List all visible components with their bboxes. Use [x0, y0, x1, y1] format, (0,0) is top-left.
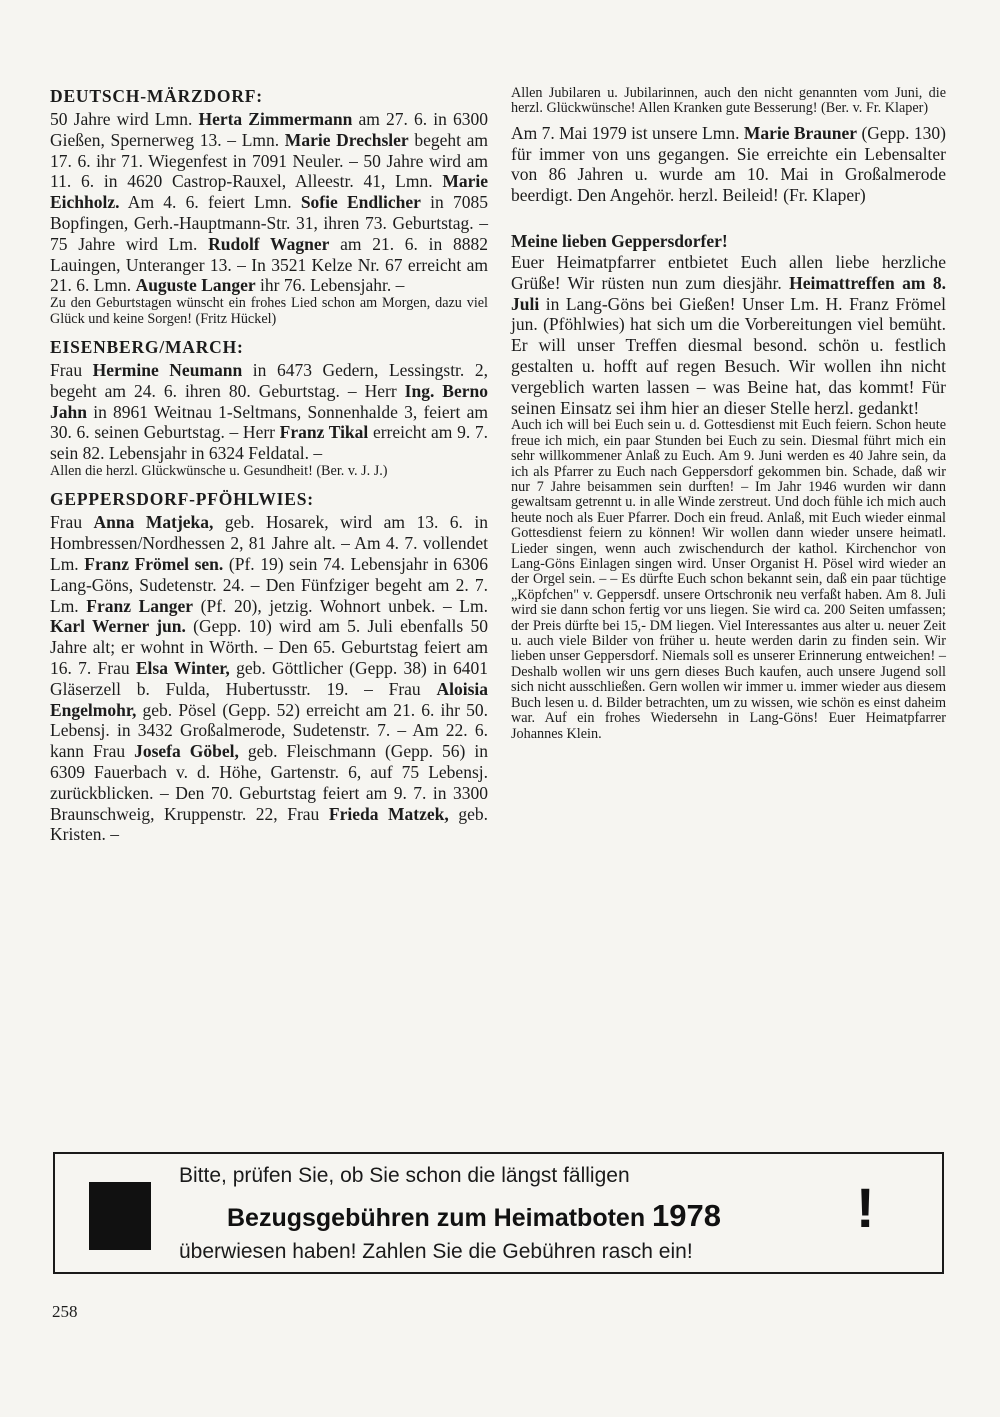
bold-name: Rudolf Wagner	[208, 233, 330, 254]
notice-line-3: überwiesen haben! Zahlen Sie die Gebühren rasch ein!	[179, 1240, 693, 1263]
notice-year: 1978	[652, 1198, 722, 1233]
bold-name: Heimattreffen am 8. Juli	[511, 272, 946, 314]
section-heading-deutsch-maerzdorf: DEUTSCH-MÄRZDORF:	[50, 86, 263, 106]
paragraph-jubilee-wishes: Allen Jubilaren u. Jubilarinnen, auch den nicht genannten vom Juni, die herzl. Glückwünsche! Allen Kranken gute Besserung! (Ber. v. Fr. Klaper)	[511, 85, 946, 117]
paragraph-eisenberg-birthdays: Frau Hermine Neumann in 6473 Gedern, Lessingstr. 2, begeht am 24. 6. ihren 80. Geburtstag. – Herr Ing. Berno Jahn in 8961 Weitnau 1-Seltmans, Sonnenhalde 3, feiert am 30. 6. seinen Geburtstag. – Herr Franz Tikal erreicht am 9. 7. sein 82. Lebensjahr in 6324 Feldatal. –	[50, 359, 488, 464]
bold-name: Elsa Winter,	[135, 657, 230, 678]
bold-name: Marie Brauner	[743, 122, 858, 143]
notice-line-2-text: Bezugsgebühren zum Heimatboten	[227, 1204, 646, 1232]
bold-name: Auguste Langer	[135, 275, 256, 296]
section-heading-geppersdorf-pfoehlwies: GEPPERSDORF-PFÖHLWIES:	[50, 489, 314, 510]
notice-line-2	[227, 1198, 721, 1234]
section-heading-eisenberg-march: EISENBERG/MARCH:	[50, 336, 244, 357]
bold-name: Marie Eichholz.	[50, 171, 488, 213]
bold-name: Karl Werner jun.	[50, 616, 186, 637]
bold-name: Aloisia Engelmohr,	[50, 678, 488, 720]
paragraph-letter-body: Auch ich will bei Euch sein u. d. Gottesdienst mit Euch feiern. Schon heute freue ich mich, ein paar Stunden bei Euch zu sein. Diesmal führt mich ein sehr willkommener Anlaß zu Euch. Am 9. Juni werden es 40 Jahre sein, da ich als Pfarrer zu Euch nach Geppersdorf gekommen bin. Schade, daß wir nur 7 Jahre beisammen sein durften! – Im Jahr 1946 wurden wir dann gewaltsam getrennt u. in alle Winde zerstreut. Und doch fühle ich mich auch heute noch als Euer Pfarrer. Doch ein freud. Anlaß, mit Euch wieder einmal Gottesdienst feiern zu können! Wir wollen dann wieder unsere heimatl. Lieder singen, wenn auch zwischendurch der kathol. Kirchenchor von Lang-Göns Einlagen singen wird. Unser Organist H. Pösel wird wieder an der Orgel sein. – – Es dürfte Euch schon bekannt sein, daß ein paar tüchtige „Köpfchen" v. Geppersdf. unsere Ortschronik neu verfaßt haben. Am 8. Juli wird sie dann schon fertig vor uns liegen. Sie wird ca. 200 Seiten umfassen; der Preis dürfte bei 15,- DM liegen. Viel Interessantes aus alter u. neuer Zeit u. auch viele Bilder von früher u. heute werden darin zu finden sein. Wir lieben unser Geppersdorf. Niemals soll es unserer Erinnerung entweichen! – Deshalb wollen wir uns gern dieses Buch kaufen, auch unsere Jugend soll sich nicht ausschließen. Gern wollen wir immer u. immer wieder aus diesem Buch lesen u. d. Bilder betrachten, um zu wissen, wie schön es einst daheim war. Auf ein frohes Wiedersehn in Lang-Göns! Euer Heimatpfarrer Johannes Klein.	[511, 417, 946, 742]
right-column	[511, 86, 946, 742]
bold-name: Sofie Endlicher	[300, 192, 421, 213]
paragraph-eisenberg-wishes: Allen die herzl. Glückwünsche u. Gesundheit! (Ber. v. J. J.)	[50, 462, 388, 479]
black-square-icon	[89, 1182, 151, 1250]
paragraph-obituary: Am 7. Mai 1979 ist unsere Lmn. Marie Brauner (Gepp. 130) für immer von uns gegangen. Sie erreichte ein Lebensalter von 86 Jahren u. wurde am 10. Mai in Großalmerode beerdigt. Den Angehör. herzl. Beileid! (Fr. Klaper)	[511, 122, 946, 206]
letter-title: Meine lieben Geppersdorfer!	[511, 231, 728, 251]
bold-name: Franz Langer	[86, 595, 194, 616]
bold-name: Marie Drechsler	[284, 129, 409, 150]
paragraph-letter-intro: Euer Heimatpfarrer entbietet Euch allen liebe herzliche Grüße! Wir rüsten nun zum diesjähr. Heimattreffen am 8. Juli in Lang-Göns bei Gießen! Unser Lm. H. Franz Frömel jun. (Pföhlwies) hat sich um die Vorbereitungen viel bemüht. Er will unser Treffen diesmal besond. schön u. festlich gestalten u. hofft auf regen Besuch. Wir wollen ihn nicht vergeblich warten lassen – was Beine hat, das kommt! Für seinen Einsatz sei ihm hier an dieser Stelle herzl. gedankt!	[511, 252, 946, 418]
bold-name: Franz Frömel sen.	[84, 553, 224, 574]
page-number: 258	[52, 1302, 78, 1321]
bold-name: Frieda Matzek,	[328, 803, 449, 824]
paragraph-deutsch-maerzdorf-wishes: Zu den Geburtstagen wünscht ein frohes Lied schon am Morgen, dazu viel Glück und keine Sorgen! (Fritz Hückel)	[50, 295, 488, 327]
exclamation-icon: !	[856, 1176, 875, 1239]
bold-name: Anna Matjeka,	[93, 512, 214, 533]
left-column	[50, 86, 488, 845]
subscription-notice-box	[53, 1152, 944, 1274]
bold-name: Josefa Göbel,	[134, 741, 239, 762]
notice-line-1: Bitte, prüfen Sie, ob Sie schon die längst fälligen	[179, 1164, 630, 1187]
bold-name: Franz Tikal	[279, 422, 369, 443]
paragraph-deutsch-maerzdorf-birthdays: 50 Jahre wird Lmn. Herta Zimmermann am 27. 6. in 6300 Gießen, Spernerweg 13. – Lmn. Marie Drechsler begeht am 17. 6. ihr 71. Wiegenfest in 7091 Neuler. – 50 Jahre wird am 11. 6. in 4620 Castrop-Rauxel, Alleestr. 41, Lmn. Marie Eichholz. Am 4. 6. feiert Lmn. Sofie Endlicher in 7085 Bopfingen, Gerh.-Hauptmann-Str. 31, ihren 73. Geburtstag. – 75 Jahre wird Lm. Rudolf Wagner am 21. 6. in 8882 Lauingen, Unteranger 13. – In 3521 Kelze Nr. 67 erreicht am 21. 6. Lmn. Auguste Langer ihr 76. Lebensjahr. –	[50, 109, 489, 296]
bold-name: Hermine Neumann	[92, 359, 243, 380]
bold-name: Herta Zimmermann	[198, 109, 353, 129]
paragraph-geppersdorf-birthdays: Frau Anna Matjeka, geb. Hosarek, wird am 13. 6. in Hombressen/Nordhessen 2, 81 Jahre alt. – Am 4. 7. vollendet Lm. Franz Frömel sen. (Pf. 19) sein 74. Lebensjahr in 6306 Lang-Göns, Sudetenstr. 24. – Den Fünfziger begeht am 2. 7. Lm. Franz Langer (Pf. 20), jetzig. Wohnort unbek. – Lm. Karl Werner jun. (Gepp. 10) wird am 5. Juli ebenfalls 50 Jahre alt; er wohnt in Wörth. – Den 65. Geburtstag feiert am 16. 7. Frau Elsa Winter, geb. Göttlicher (Gepp. 38) in 6401 Gläserzell b. Fulda, Hubertusstr. 19. – Frau Aloisia Engelmohr, geb. Pösel (Gepp. 52) erreicht am 21. 6. ihr 50. Lebensj. in 3432 Großalmerode, Sudetenstr. 7. – Am 22. 6. kann Frau Josefa Göbel, geb. Fleischmann (Gepp. 56) in 6309 Fauerbach v. d. Höhe, Gartenstr. 6, auf 75 Lebensj. zurückblicken. – Den 70. Geburtstag feiert am 9. 7. in 3300 Braunschweig, Kruppenstr. 22, Frau Frieda Matzek, geb. Kristen. –	[50, 512, 488, 845]
bold-name: Ing. Berno Jahn	[50, 380, 488, 422]
